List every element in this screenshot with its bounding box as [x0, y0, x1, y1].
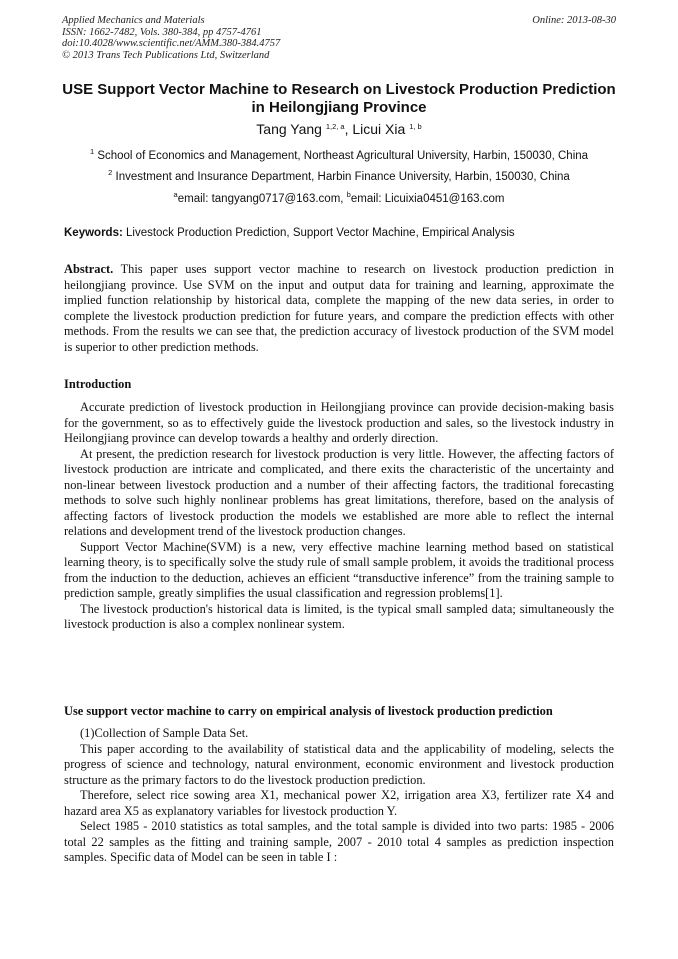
- affiliation-superscript: 2: [108, 168, 113, 177]
- email-text: email: tangyang0717@163.com,: [177, 193, 347, 205]
- affiliation-text: School of Economics and Management, Northeast Agricultural University, Harbin, 150030, China: [97, 150, 589, 162]
- abstract-text: This paper uses support vector machine to research on livestock production prediction in heilongjiang province. Use SVM on the input and output data for training and learning, approximate the implied function relationship by historical data, complete the mapping of the new data series, in order to complete the livestock production prediction for future years, and compare the prediction effects with other methods. From the results we can see that, the prediction accuracy of livestock production of the SVM model is superior to other prediction methods.: [64, 262, 614, 354]
- author-name: Licui Xia: [352, 121, 406, 137]
- author-separator: ,: [344, 121, 353, 137]
- introduction-body: [64, 400, 614, 633]
- doi-line: doi:10.4028/www.scientific.net/AMM.380-384.4757: [62, 38, 281, 49]
- author-superscript: 1,2, a: [325, 122, 345, 131]
- section-heading-empirical-analysis: Use support vector machine to carry on empirical analysis of livestock production prediction: [64, 704, 553, 718]
- affiliation-1: [40, 147, 638, 162]
- paragraph: Support Vector Machine(SVM) is a new, very effective machine learning method based on statistical learning theory, is to specifically solve the study rule of small sample problem, it avoids the traditional process from the induction to the deduction, achieves an efficient “transductive inference” from the training sample to prediction sample, greatly simplifies the usual classification and regression problems[1].: [64, 539, 614, 600]
- email-line: [40, 190, 638, 205]
- keywords-text: Livestock Production Prediction, Support Vector Machine, Empirical Analysis: [122, 227, 515, 239]
- copyright-line: © 2013 Trans Tech Publications Ltd, Switzerland: [62, 49, 270, 61]
- affiliation-superscript: 1: [89, 147, 95, 156]
- keywords-line: [64, 227, 515, 239]
- section-2-body: [64, 726, 614, 866]
- author-line: [62, 121, 616, 137]
- issn-line: ISSN: 1662-7482, Vols. 380-384, pp 4757-4761: [62, 26, 262, 38]
- email-text: email: Licuixia0451@163.com: [350, 193, 505, 205]
- journal-header: [62, 15, 280, 61]
- abstract-paragraph: [64, 262, 614, 355]
- email-superscript: b: [346, 190, 351, 199]
- author-superscript: 1, b: [409, 122, 422, 131]
- paragraph: Therefore, select rice sowing area X1, mechanical power X2, irrigation area X3, fertilizer rate X4 and hazard area X5 as explanatory variables for livestock production Y.: [64, 788, 614, 818]
- affiliation-text: Investment and Insurance Department, Harbin Finance University, Harbin, 150030, China: [115, 171, 570, 183]
- paragraph: The livestock production's historical data is limited, is the typical small sampled data; simultaneously the livestock production is also a complex nonlinear system.: [64, 601, 614, 631]
- keywords-label: Keywords:: [64, 227, 123, 239]
- abstract-label: Abstract.: [64, 262, 114, 276]
- paragraph: (1)Collection of Sample Data Set.: [80, 726, 249, 740]
- paragraph: Accurate prediction of livestock production in Heilongjiang province can provide decision-making basis for the government, so as to effectively guide the livestock production and sales, so the livestock industry in Heilongjiang province can develop towards a healthy and orderly direction.: [64, 400, 614, 445]
- email-superscript: a: [173, 190, 178, 199]
- paragraph: At present, the prediction research for livestock production is very little. However, the affecting factors of livestock production are intricate and complicated, and there exits the characteristic of the uncertainty and non-linear between livestock production and a number of their affecting factors, the traditional forecasting methods to solve such highly nonlinear problems has great limitations, therefore, based on the analysis of affecting factors of livestock production the models we established are more able to reflect the internal relations and development trend of the livestock production changes.: [64, 446, 614, 538]
- online-date: Online: 2013-08-30: [532, 15, 616, 26]
- author-name: Tang Yang: [256, 121, 322, 137]
- paper-title: USE Support Vector Machine to Research on Livestock Production Prediction in Heilongjiang Province: [62, 81, 616, 116]
- journal-name: Applied Mechanics and Materials: [62, 15, 205, 26]
- paragraph: This paper according to the availability of statistical data and the applicability of modeling, selects the progress of science and technology, natural environment, economic environment and livestock production structure as the primary factors to do the livestock production prediction.: [64, 741, 614, 787]
- affiliation-2: [40, 168, 638, 183]
- section-heading-introduction: Introduction: [64, 377, 132, 391]
- paragraph: Select 1985 - 2010 statistics as total samples, and the total sample is divided into two parts: 1985 - 2006 total 22 samples as the fitting and training sample, 2007 - 2010 total 4 samples as prediction inspection samples. Specific data of Model can be seen in table I :: [64, 819, 614, 864]
